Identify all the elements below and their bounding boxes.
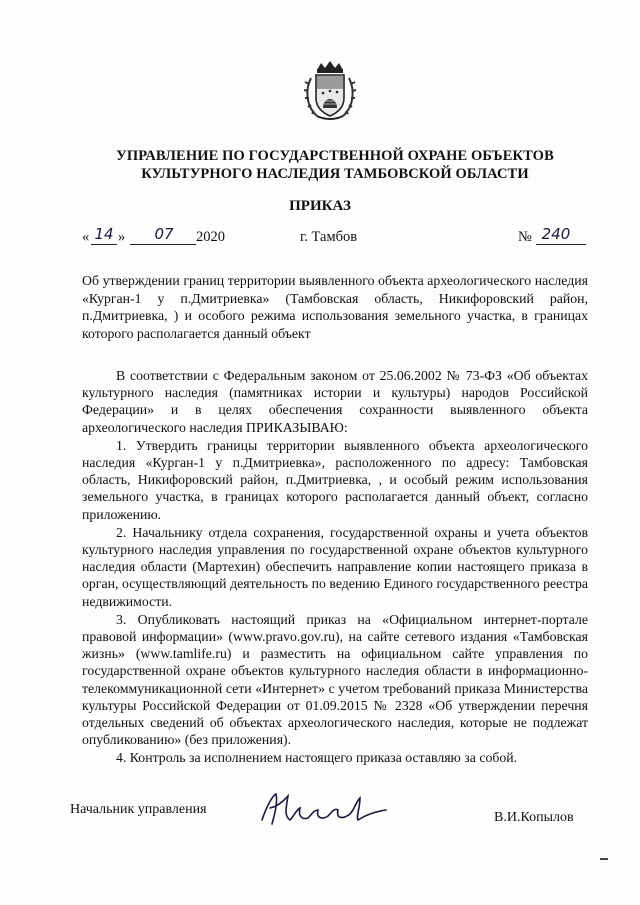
order-meta-row bbox=[82, 225, 592, 251]
order-number: 240 bbox=[541, 225, 571, 243]
day-underline bbox=[91, 244, 117, 245]
organization-title: УПРАВЛЕНИЕ ПО ГОСУДАРСТВЕННОЙ ОХРАНЕ ОБЪЕКТОВ КУЛЬТУРНОГО НАСЛЕДИЯ ТАМБОВСКОЙ ОБЛАСТИ bbox=[116, 148, 554, 182]
scan-artifact bbox=[600, 858, 608, 860]
order-city: г. Тамбов bbox=[300, 229, 358, 245]
order-body bbox=[82, 367, 588, 767]
number-underline bbox=[536, 244, 586, 245]
item-4-paragraph: 4. Контроль за исполнением настоящего приказа оставляю за собой. bbox=[116, 750, 518, 766]
handwritten-signature bbox=[256, 790, 396, 830]
order-subject: Об утверждении границ территории выявленного объекта археологического наследия «Курган-1 у п.Дмитриевка» (Тамбовская область, Никифоровский район, п.Дмитриевка, ) и особого режима использования земельного участка, в границах которого располагается данный объект bbox=[82, 273, 588, 341]
date-quote-open: « bbox=[82, 229, 90, 245]
item-3-paragraph: 3. Опубликовать настоящий приказ на «Официальном интернет-портале правовой информации» (www.pravo.gov.ru), на сайте сетевого издания «Тамбовская жизнь» (www.tamlife.ru) и разместить на официальном сайте управления по государственной охране объектов культурного наследия области в информационно-телекоммуникационной сети «Интернет» с учетом требований приказа Министерства культуры Российской Федерации от 01.09.2015 № 2328 «Об утверждении перечня отдельных сведений об объектах археологического наследия, которые не подлежат опубликованию» (без приложения). bbox=[82, 611, 588, 748]
order-month: 07 bbox=[154, 225, 174, 243]
item-1-paragraph: 1. Утвердить границы территории выявленного объекта археологического наследия «Курган-1 у п.Дмитриевка», расположенного по адресу: Тамбовская область, Никифоровский район, п.Дмитриевка, , и особый режим использования земельного участка, в границах которого располагается данный объект, согласно приложению. bbox=[82, 437, 588, 522]
preamble-paragraph: В соответствии с Федеральным законом от 25.06.2002 № 73-ФЗ «Об объектах культурного наследия (памятниках истории и культуры) народов Российской Федерации» и в целях обеспечения сохранности выявленного объекта археологического наследия ПРИКАЗЫВАЮ: bbox=[82, 368, 588, 435]
order-year: 2020 bbox=[196, 229, 225, 245]
signer-name: В.И.Копылов bbox=[494, 810, 574, 825]
document-type-title: ПРИКАЗ bbox=[289, 198, 351, 214]
month-underline bbox=[130, 244, 196, 245]
date-quote-close: » bbox=[118, 229, 126, 245]
item-2-paragraph: 2. Начальнику отдела сохранения, государственной охраны и учета объектов культурного наследия управления по государственной охране объектов культурного наследия области (Мартехин) обеспечить направление копии настоящего приказа в орган, осуществляющий деятельность по ведению Единого государственного реестра недвижимости. bbox=[82, 524, 588, 609]
signer-position: Начальник управления bbox=[70, 802, 207, 817]
signature-block bbox=[70, 790, 590, 836]
coat-of-arms-icon bbox=[303, 60, 357, 122]
order-number-label: № bbox=[518, 229, 532, 245]
order-day: 14 bbox=[94, 225, 114, 243]
